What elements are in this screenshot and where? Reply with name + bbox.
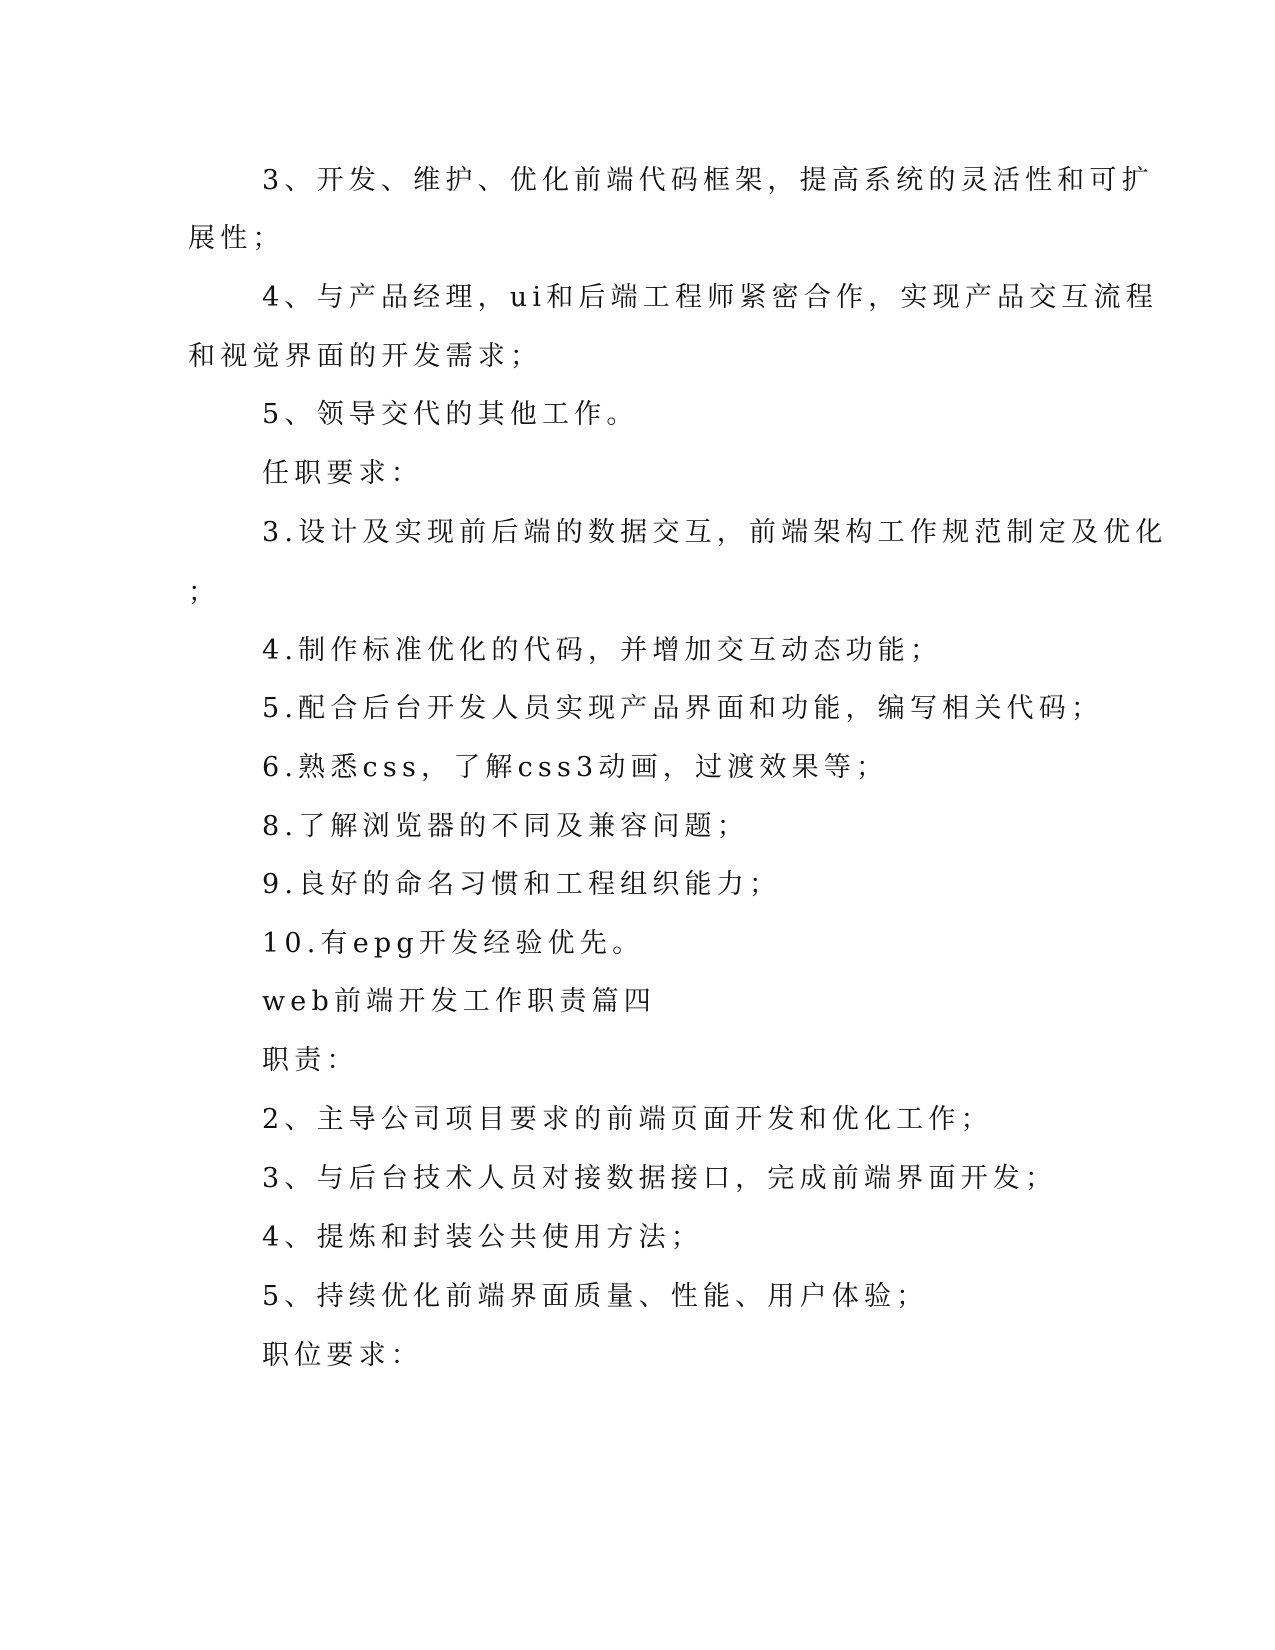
duty-item-3: 3、与后台技术人员对接数据接口，完成前端界面开发； bbox=[262, 1163, 1058, 1194]
position-requirements-heading: 职位要求： bbox=[262, 1340, 423, 1371]
requirement-item-6: 6.熟悉css，了解css3动画，过渡效果等； bbox=[262, 752, 889, 783]
requirement-item-3-line-1: 3.设计及实现前后端的数据交互，前端架构工作规范制定及优化 bbox=[262, 517, 1168, 548]
duty-item-2: 2、主导公司项目要求的前端页面开发和优化工作； bbox=[262, 1104, 993, 1135]
requirement-item-9: 9.良好的命名习惯和工程组织能力； bbox=[262, 869, 782, 900]
requirement-item-3-line-2: ； bbox=[188, 577, 221, 608]
requirement-item-5: 5.配合后台开发人员实现产品界面和功能，编写相关代码； bbox=[262, 693, 1104, 724]
requirement-item-8: 8.了解浏览器的不同及兼容问题； bbox=[262, 811, 749, 842]
requirements-heading: 任职要求： bbox=[262, 458, 423, 489]
duty-item-4-line-1: 4、与产品经理，ui和后端工程师紧密合作，实现产品交互流程 bbox=[262, 282, 1159, 313]
duty-item-3-line-2: 展性； bbox=[188, 223, 285, 254]
section-title-part-4: web前端开发工作职责篇四 bbox=[262, 986, 656, 1017]
requirement-item-4: 4.制作标准优化的代码，并增加交互动态功能； bbox=[262, 635, 943, 666]
requirement-item-10: 10.有epg开发经验优先。 bbox=[262, 928, 645, 959]
duty-item-5: 5、领导交代的其他工作。 bbox=[262, 399, 639, 430]
duty-item-5-section-4: 5、持续优化前端界面质量、性能、用户体验； bbox=[262, 1281, 929, 1312]
duty-item-4-line-2: 和视觉界面的开发需求； bbox=[188, 341, 543, 372]
duty-item-4: 4、提炼和封装公共使用方法； bbox=[262, 1222, 703, 1253]
duties-heading: 职责： bbox=[262, 1045, 359, 1076]
duty-item-3-line-1: 3、开发、维护、优化前端代码框架，提高系统的灵活性和可扩 bbox=[262, 165, 1154, 196]
